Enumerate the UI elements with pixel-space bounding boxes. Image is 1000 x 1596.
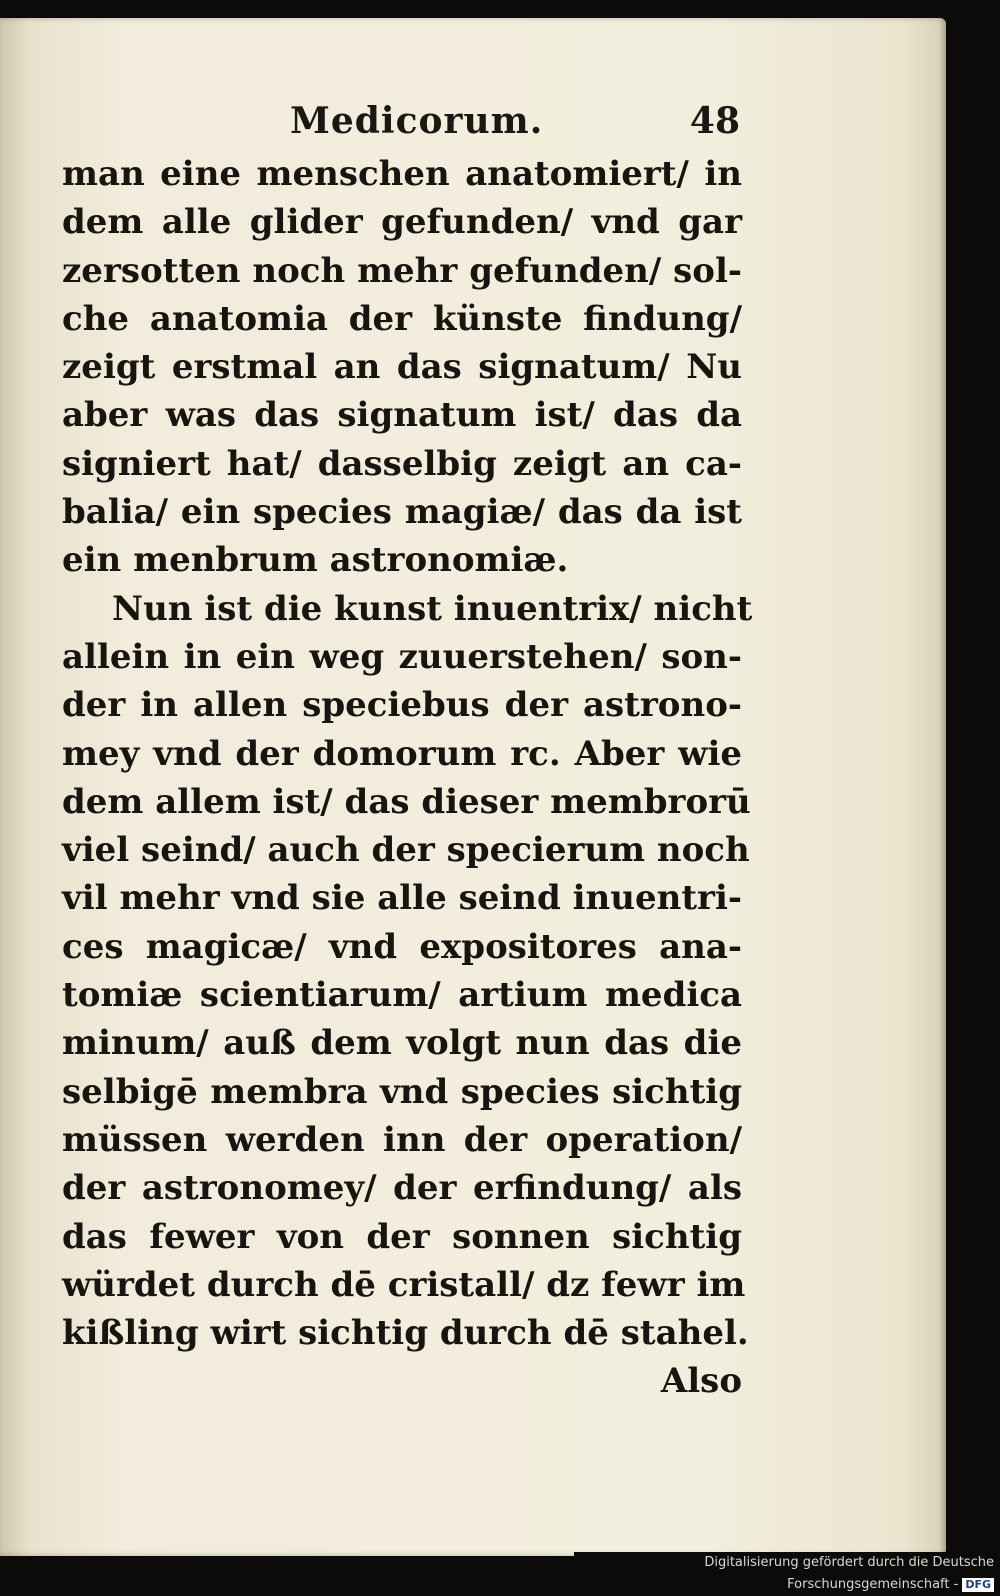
text-line: zersotten noch mehr gefunden/ sol- [62, 250, 742, 291]
text-line: dem alle glider gefunden/ vnd gar [62, 202, 742, 243]
text-line: ein menbrum astronomiæ. [62, 540, 569, 581]
text-line: aber was das signatum ist/ das da [62, 395, 742, 436]
text-line: dem allem ist/ das dieser membrorū [62, 781, 751, 822]
text-line: würdet durch dē cristall/ dz fewr im [62, 1264, 746, 1305]
dfg-logo: DFG [962, 1578, 994, 1592]
text-line: mey vnd der domorum rc. Aber wie [62, 733, 742, 774]
page-header [60, 100, 740, 154]
text-line: man eine menschen anatomiert/ in [62, 154, 742, 194]
body-text [62, 150, 753, 1406]
digitization-credit [574, 1552, 1000, 1592]
text-line: zeigt erstmal an das signatum/ Nu [62, 347, 742, 388]
text-line: ces magicæ/ vnd expositores ana- [62, 926, 742, 967]
text-line: vil mehr vnd sie alle seind inuentri- [62, 878, 742, 919]
text-line: kißling wirt sichtig durch dē stahel. [62, 1313, 749, 1354]
text-line: das fewer von der sonnen sichtig [62, 1216, 742, 1257]
text-line: viel seind/ auch der specierum noch [62, 830, 750, 871]
paragraph-start-line: Nun ist die kunst inuentrix/ nicht [112, 588, 753, 629]
catchword: Also [660, 1361, 742, 1402]
text-line: allein in ein weg zuuerstehen/ son- [62, 636, 742, 677]
page-number: 48 [689, 100, 740, 142]
text-line: che anatomia der künste findung/ [62, 298, 742, 339]
text-line: der astronomey/ der erfindung/ als [62, 1168, 742, 1209]
text-line: tomiæ scientiarum/ artium medica [62, 975, 742, 1016]
text-line: müssen werden inn der operation/ [62, 1119, 742, 1160]
running-head: Medicorum. [290, 100, 544, 142]
credit-text: Digitalisierung gefördert durch die Deutsche Forschungsgemeinschaft - [704, 1555, 994, 1592]
text-line: balia/ ein species magiæ/ das da ist [62, 492, 742, 533]
text-line: signiert hat/ dasselbig zeigt an ca- [62, 443, 742, 484]
text-line: minum/ auß dem volgt nun das die [62, 1023, 742, 1064]
text-line: selbigē membra vnd species sichtig [62, 1071, 742, 1112]
text-line: der in allen speciebus der astrono- [62, 685, 742, 726]
